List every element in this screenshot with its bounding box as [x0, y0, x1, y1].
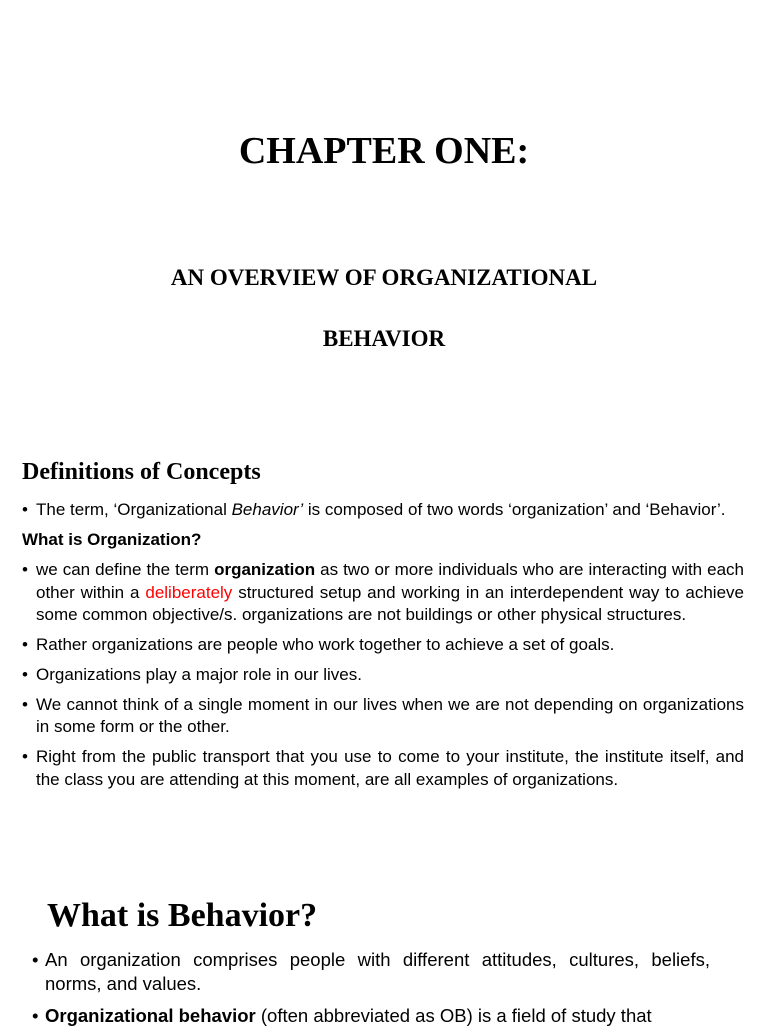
- ob-text: (often abbreviated as OB) is a field of study that: [255, 1005, 652, 1026]
- behavior-body: [32, 948, 710, 1036]
- define-text-1: we can define the term: [36, 560, 215, 580]
- bullet-item: • Rather organizations are people who work together to achieve a set of goals.: [22, 634, 744, 656]
- define-text-highlight: deliberately: [145, 582, 233, 602]
- subheading-what-is-organization: What is Organization?: [22, 529, 202, 549]
- define-text-2: as two or more individuals who are interacting with each other within a: [36, 560, 744, 602]
- bullet-item: • An organization comprises people with different attitudes, cultures, beliefs, norms, and values.: [32, 948, 710, 996]
- define-text-bold: organization: [214, 560, 316, 580]
- bullet-ob-definition: [32, 1004, 710, 1028]
- intro-text-italic: Behavior’: [231, 500, 304, 519]
- bullet-item: • We cannot think of a single moment in our lives when we are not depending on organizations in some form or the other.: [22, 694, 744, 739]
- bullet-organization-definition: [22, 559, 744, 626]
- bullet-item: • Organizations play a major role in our lives.: [22, 664, 744, 686]
- section-heading-definitions: Definitions of Concepts: [22, 459, 261, 485]
- definitions-body: [22, 499, 744, 798]
- chapter-subtitle-line2: BEHAVIOR: [322, 326, 446, 351]
- define-text-3: structured setup and working in an interdependent way to achieve some common objective/s. organizations are not buildings or other physical structures.: [36, 582, 744, 625]
- bullet-item: • Right from the public transport that you use to come to your institute, the institute itself, and the class you are attending at this moment, are all examples of organizations.: [22, 746, 744, 791]
- ob-term-bold: Organizational behavior: [45, 1005, 256, 1026]
- chapter-title: CHAPTER ONE:: [238, 130, 530, 172]
- intro-text-1: The term, ‘Organizational: [36, 500, 232, 519]
- section-heading-behavior: What is Behavior?: [47, 897, 318, 934]
- bullet-intro: [22, 499, 744, 521]
- chapter-subtitle-line1: AN OVERVIEW OF ORGANIZATIONAL: [170, 265, 598, 290]
- intro-text-2: is composed of two words ‘organization’ and ‘Behavior’.: [303, 500, 726, 519]
